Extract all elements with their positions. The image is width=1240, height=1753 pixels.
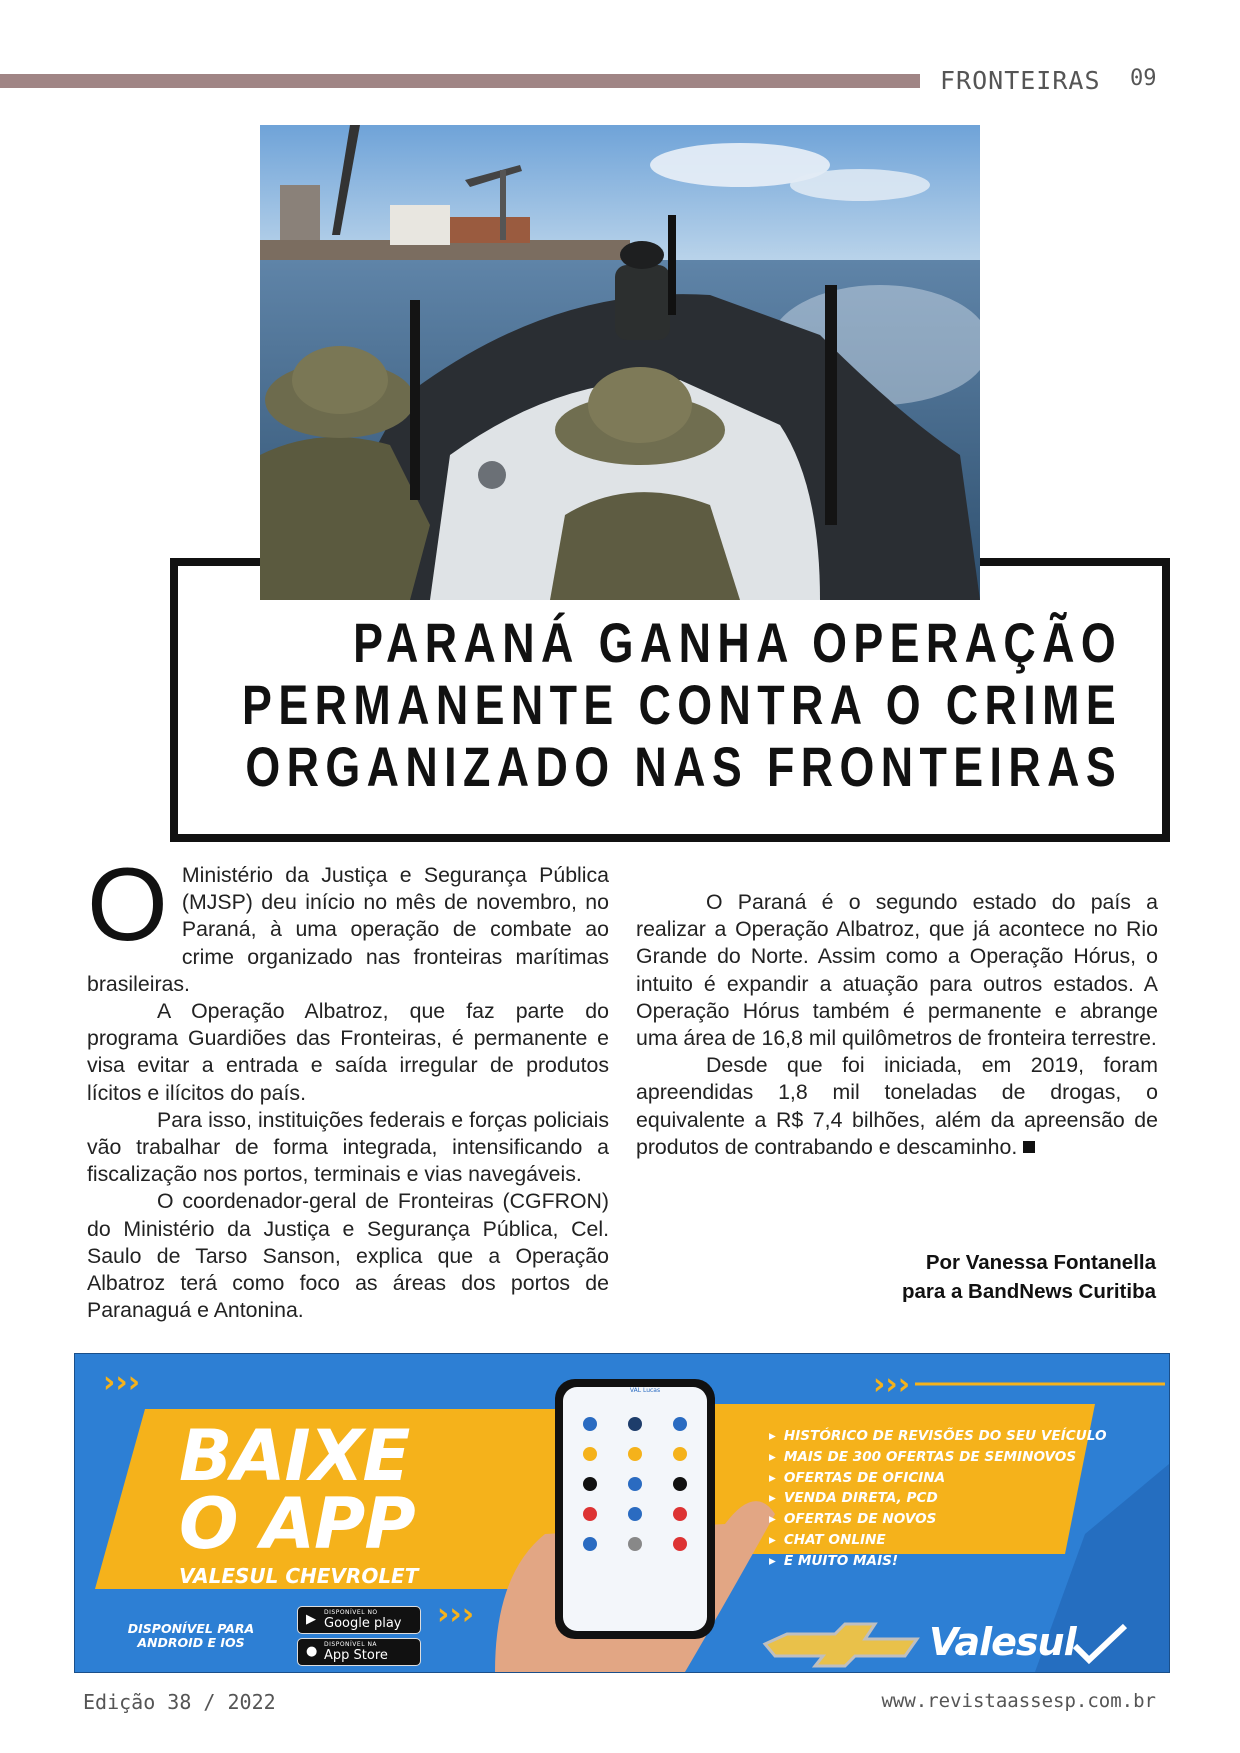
chevrons-icon: ››› bbox=[873, 1367, 911, 1402]
apple-badge-label: App Store bbox=[324, 1648, 388, 1663]
ad-availability: DISPONÍVEL PARA ANDROID E IOS bbox=[127, 1621, 255, 1650]
footer-website-link[interactable]: www.revistaassesp.com.br bbox=[881, 1690, 1156, 1712]
ad-brand: VALESUL CHEVROLET bbox=[179, 1564, 419, 1588]
ad-title bbox=[179, 1415, 415, 1565]
article-paragraph-2: A Operação Albatroz, que faz parte do programa Guardiões das Fronteiras, é permanente e visa evitar a entrada e saída irregular de produtos lícitos e ilícitos do país. bbox=[87, 999, 609, 1105]
boat-patrol-photo bbox=[260, 125, 980, 600]
byline bbox=[902, 1248, 1156, 1306]
page-number: 09 bbox=[1130, 66, 1157, 91]
ad-feature-item: ▸ OFERTAS DE NOVOS bbox=[769, 1509, 1107, 1530]
article-paragraph-5: O Paraná é o segundo estado do país a realizar a Operação Albatroz, que já acontece no Rio Grande do Norte. Assim como a Operação Hórus, o intuito é expandir a atuação para outros estados. A Operação Hórus também é permanente e abrange uma área de 16,8 mil quilômetros de fronteira terrestre. bbox=[636, 890, 1158, 1051]
ad-feature-item: ▸ MAIS DE 300 OFERTAS DE SEMINOVOS bbox=[769, 1447, 1107, 1468]
end-of-article-mark bbox=[1023, 1141, 1035, 1153]
byline-outlet: para a BandNews Curitiba bbox=[901, 1280, 1156, 1303]
ad-feature-item: ▸ VENDA DIRETA, PCD bbox=[769, 1488, 1107, 1509]
play-icon: ▶ bbox=[306, 1612, 316, 1627]
ad-title-line-1: BAIXE bbox=[179, 1415, 410, 1497]
chevrolet-bowtie-icon bbox=[765, 1624, 917, 1666]
app-store-badge[interactable] bbox=[297, 1638, 421, 1666]
advertisement-banner[interactable] bbox=[74, 1353, 1170, 1673]
article-column-right bbox=[636, 889, 1158, 1161]
byline-author: Por Vanessa Fontanella bbox=[925, 1251, 1156, 1274]
ad-feature-list bbox=[769, 1426, 1107, 1572]
article-paragraph-3: Para isso, instituições federais e forças policiais vão trabalhar de forma integrada, intensificando a fiscalização nos portos, terminais e vias navegáveis. bbox=[87, 1107, 609, 1187]
headline-line-3: ORGANIZADO NAS FRONTEIRAS bbox=[245, 735, 1122, 798]
chevrons-icon: ››› bbox=[103, 1365, 141, 1400]
apple-icon: ● bbox=[306, 1644, 318, 1659]
phone-app-title: VAL Lucas bbox=[629, 1387, 661, 1394]
headline bbox=[242, 612, 1122, 798]
headline-line-2: PERMANENTE CONTRA O CRIME bbox=[241, 673, 1122, 736]
header-rule bbox=[0, 74, 920, 88]
ad-title-line-2: O APP bbox=[179, 1483, 415, 1565]
apple-badge-caption: DISPONÍVEL NA bbox=[324, 1641, 378, 1648]
article-column-left bbox=[87, 847, 609, 1324]
google-badge-caption: DISPONÍVEL NO bbox=[324, 1609, 378, 1616]
ad-feature-item: ▸ CHAT ONLINE bbox=[769, 1530, 1107, 1551]
ad-feature-item: ▸ HISTÓRICO DE REVISÕES DO SEU VEÍCULO bbox=[769, 1426, 1107, 1447]
article-paragraph-1: Ministério da Justiça e Segurança Pública (MJSP) deu início no mês de novembro, no Paraná, à uma operação de combate ao crime organizado nas fronteiras marítimas brasileiras. bbox=[87, 863, 609, 996]
headline-frame bbox=[170, 558, 1170, 842]
valesul-logo: Valesul bbox=[929, 1620, 1076, 1664]
article-paragraph-6-text: Desde que foi iniciada, em 2019, foram apreendidas 1,8 mil toneladas de drogas, o equivalente a R$ 7,4 bilhões, além da apreensão de produtos de contrabando e descaminho. bbox=[636, 1053, 1158, 1159]
section-label: FRONTEIRAS bbox=[940, 66, 1101, 95]
article-paragraph-6 bbox=[636, 1052, 1158, 1161]
article-photo bbox=[260, 125, 980, 600]
ad-feature-item: ▸ OFERTAS DE OFICINA bbox=[769, 1468, 1107, 1489]
drop-cap: O bbox=[87, 847, 168, 963]
footer-edition: Edição 38 / 2022 bbox=[83, 1690, 276, 1714]
google-badge-label: Google play bbox=[324, 1616, 402, 1631]
article-paragraph-4: O coordenador-geral de Fronteiras (CGFRON) do Ministério da Justiça e Segurança Pública, Cel. Saulo de Tarso Sanson, explica que a Operação Albatroz terá como foco as áreas dos portos de Paranaguá e Antonina. bbox=[87, 1189, 609, 1323]
google-play-badge[interactable] bbox=[297, 1606, 421, 1634]
chevrons-icon: ››› bbox=[437, 1597, 475, 1632]
headline-line-1: PARANÁ GANHA OPERAÇÃO bbox=[352, 611, 1123, 674]
ad-feature-item: ▸ E MUITO MAIS! bbox=[769, 1551, 1107, 1572]
